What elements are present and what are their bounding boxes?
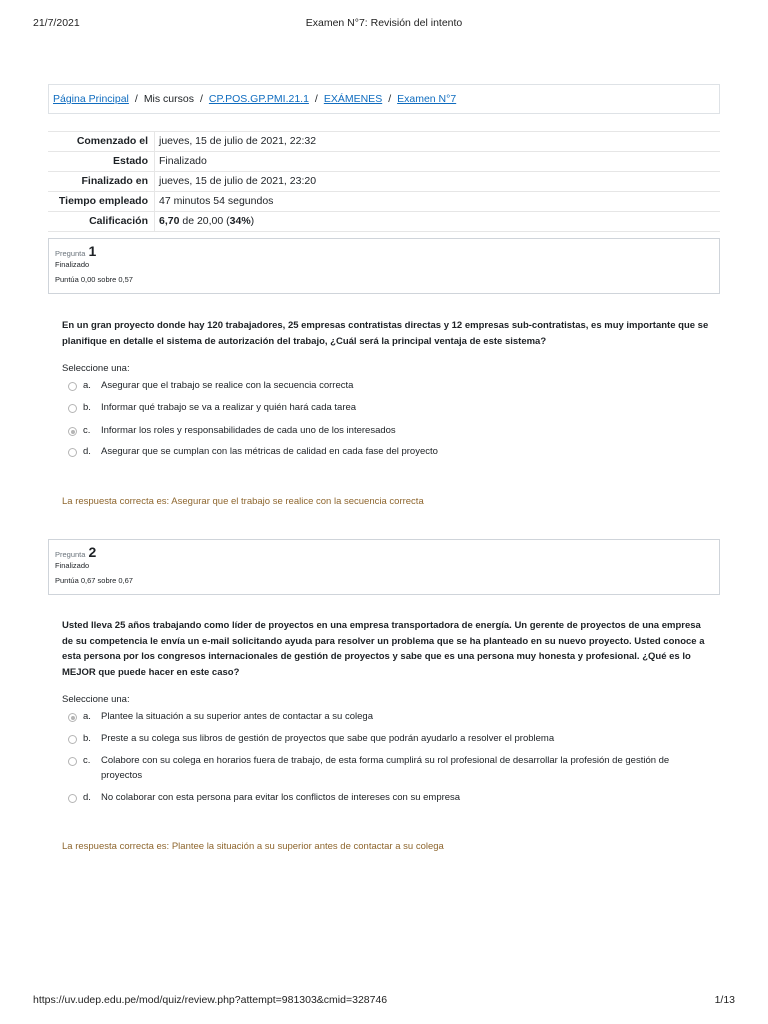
- question-state: Finalizado: [55, 561, 90, 570]
- summary-value: jueves, 15 de julio de 2021, 22:32: [155, 132, 721, 152]
- answer-letter: c.: [83, 755, 91, 766]
- answer-option[interactable]: [68, 445, 708, 460]
- radio-button[interactable]: [68, 757, 77, 766]
- print-footer: [0, 994, 768, 1008]
- answer-option-selected[interactable]: [68, 424, 708, 439]
- summary-label: Estado: [48, 152, 155, 172]
- breadcrumb-separator: /: [388, 93, 392, 105]
- summary-row: [48, 152, 720, 172]
- question-number: [55, 544, 713, 560]
- answer-option[interactable]: [68, 401, 708, 416]
- breadcrumb-separator: /: [134, 93, 138, 105]
- breadcrumb-my-courses: Mis cursos: [143, 93, 194, 105]
- attempt-summary-table: [48, 131, 720, 232]
- question-number-value: 2: [88, 544, 97, 560]
- breadcrumb-course-link[interactable]: CP.POS.GP.PMI.21.1: [208, 93, 309, 105]
- grade-percent: 34%: [229, 215, 251, 227]
- answer-letter: a.: [83, 711, 91, 722]
- grade-rest: de 20,00 (: [179, 215, 230, 227]
- answer-text: Asegurar que se cumplan con las métricas de calidad en cada fase del proyecto: [101, 446, 438, 457]
- answer-option[interactable]: [68, 732, 708, 747]
- answer-letter: c.: [83, 425, 91, 436]
- breadcrumb-current-link[interactable]: Examen N°7: [397, 93, 457, 105]
- grade-end: ): [250, 215, 255, 227]
- question-text: En un gran proyecto donde hay 120 trabajadores, 25 empresas contratistas directas y 12 empresas sub-contratistas, es muy importante que se planifique en detalle el sistema de autorización del trabajo, ¿Cuál será la principal ventaja de este sistema?: [62, 320, 709, 347]
- answer-option[interactable]: [68, 754, 708, 783]
- radio-button[interactable]: [68, 448, 77, 457]
- radio-button[interactable]: [68, 794, 77, 803]
- radio-button[interactable]: [68, 382, 77, 391]
- summary-grade-value: [155, 212, 721, 232]
- correct-answer-feedback: La respuesta correcta es: Asegurar que el trabajo se realice con la secuencia correcta: [62, 496, 424, 507]
- summary-label: Calificación: [48, 212, 155, 232]
- print-date: 21/7/2021: [33, 17, 80, 29]
- answer-text: Asegurar que el trabajo se realice con la secuencia correcta: [101, 380, 354, 391]
- question-text: Usted lleva 25 años trabajando como líder de proyectos en una empresa transportadora de energía. Un gerente de proyectos de una empresa de su competencia le envía un e-mail solicitando ayuda para resolver un problema que se ha planteado en su nuevo proyecto. Usted conoce a esta persona por los congresos internacionales de gestión de proyectos y sabe que es una persona muy honesta y profesional. ¿Qué es lo MEJOR que puede hacer en este caso?: [62, 620, 705, 678]
- answer-text: Colabore con su colega en horarios fuera de trabajo, de esta forma cumplirá su rol profesional de desarrollar la profesión de gestión de proyectos: [101, 755, 670, 781]
- summary-row: [48, 172, 720, 192]
- breadcrumb-home-link[interactable]: Página Principal: [53, 93, 129, 105]
- radio-button[interactable]: [68, 735, 77, 744]
- question-number-value: 1: [88, 243, 97, 259]
- breadcrumb-section-link[interactable]: EXÁMENES: [323, 93, 383, 105]
- print-url: https://uv.udep.edu.pe/mod/quiz/review.php?attempt=981303&cmid=328746: [33, 994, 388, 1006]
- question-state: Finalizado: [55, 260, 90, 269]
- print-title: Examen N°7: Revisión del intento: [305, 17, 463, 29]
- answer-text: Plantee la situación a su superior antes de contactar a su colega: [101, 711, 373, 722]
- summary-row: [48, 212, 720, 232]
- answer-prompt: Seleccione una:: [62, 694, 130, 705]
- summary-label: Comenzado el: [48, 132, 155, 152]
- summary-value: 47 minutos 54 segundos: [155, 192, 721, 212]
- grade-score: 6,70: [159, 215, 180, 227]
- summary-row: [48, 132, 720, 152]
- answer-text: Informar los roles y responsabilidades de cada uno de los interesados: [101, 425, 396, 436]
- answer-text: Informar qué trabajo se va a realizar y quién hará cada tarea: [101, 402, 357, 413]
- radio-button[interactable]: [68, 404, 77, 413]
- answer-letter: d.: [83, 446, 91, 457]
- breadcrumb-separator: /: [314, 93, 318, 105]
- question-label: Pregunta: [55, 550, 86, 559]
- correct-answer-feedback: La respuesta correcta es: Plantee la situación a su superior antes de contactar a su colega: [62, 841, 444, 852]
- answer-option[interactable]: [68, 791, 708, 806]
- question-info-box: [48, 539, 720, 595]
- summary-row: [48, 192, 720, 212]
- print-page-number: 1/13: [714, 994, 735, 1006]
- summary-label: Finalizado en: [48, 172, 155, 192]
- breadcrumb: [48, 84, 720, 114]
- summary-value: Finalizado: [155, 152, 721, 172]
- summary-value: jueves, 15 de julio de 2021, 23:20: [155, 172, 721, 192]
- answer-option-selected[interactable]: [68, 710, 708, 725]
- question-label: Pregunta: [55, 249, 86, 258]
- radio-button-checked[interactable]: [68, 427, 77, 436]
- summary-label: Tiempo empleado: [48, 192, 155, 212]
- answer-text: Preste a su colega sus libros de gestión de proyectos que sabe que podrán ayudarlo a resolver el problema: [101, 733, 555, 744]
- question-grade: Puntúa 0,00 sobre 0,57: [55, 275, 133, 284]
- question-grade: Puntúa 0,67 sobre 0,67: [55, 576, 133, 585]
- answer-letter: a.: [83, 380, 91, 391]
- answer-prompt: Seleccione una:: [62, 363, 130, 374]
- question-info-box: [48, 238, 720, 294]
- radio-button-checked[interactable]: [68, 713, 77, 722]
- answer-option[interactable]: [68, 379, 708, 394]
- answer-letter: d.: [83, 792, 91, 803]
- breadcrumb-separator: /: [200, 93, 203, 105]
- answer-text: No colaborar con esta persona para evitar los conflictos de intereses con su empresa: [101, 792, 461, 803]
- answer-letter: b.: [83, 733, 91, 744]
- answer-letter: b.: [83, 402, 91, 413]
- print-header: [0, 17, 768, 31]
- question-number: [55, 243, 713, 259]
